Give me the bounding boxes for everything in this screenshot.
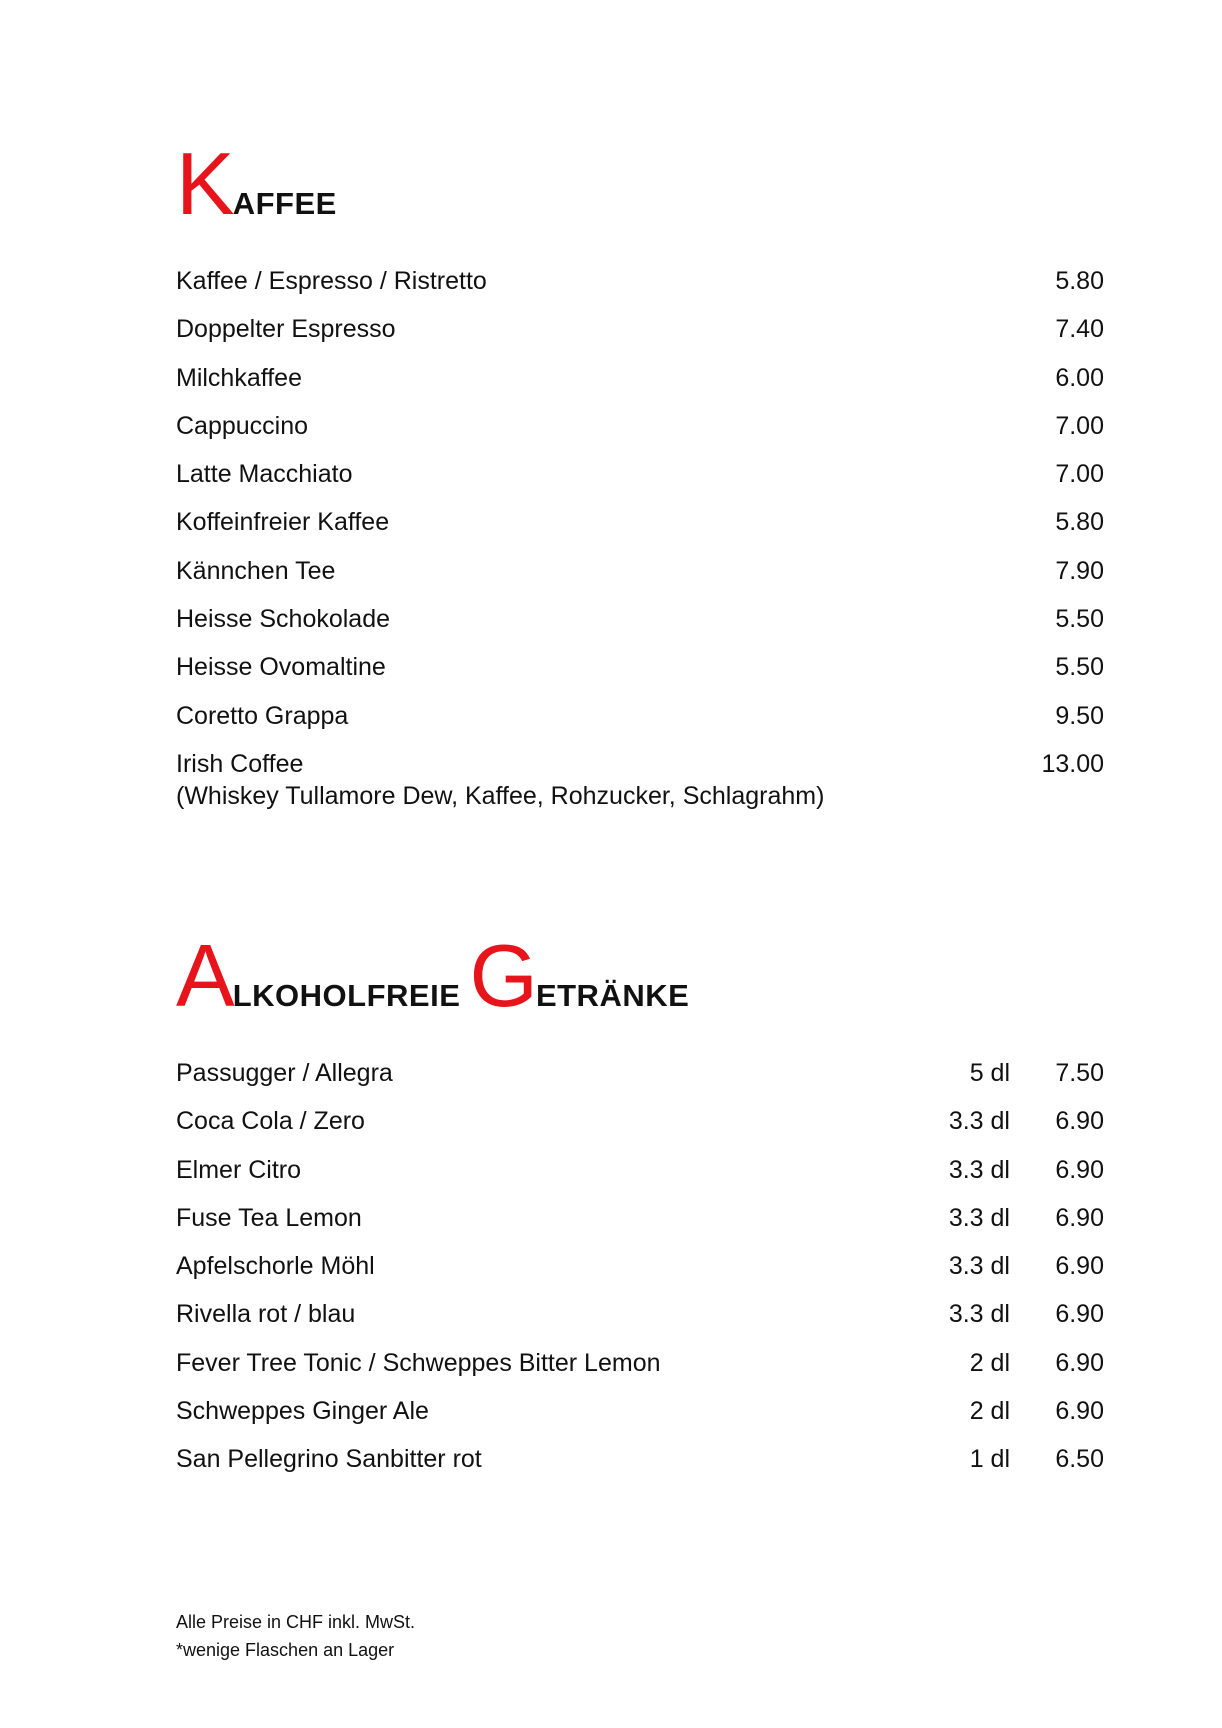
item-name: Koffeinfreier Kaffee (176, 508, 390, 537)
list-item (176, 411, 1104, 459)
list-item (176, 1203, 1104, 1251)
item-price: 6.90 (1055, 1252, 1104, 1281)
item-name: Cappuccino (176, 411, 309, 440)
title-rest: ETRÄNKE (535, 978, 690, 1013)
item-price: 6.90 (1055, 1155, 1104, 1184)
item-name: Fuse Tea Lemon (176, 1203, 362, 1232)
item-volume: 2 dl (969, 1348, 1010, 1377)
item-volume: 3.3 dl (948, 1203, 1010, 1232)
item-price: 6.90 (1055, 1300, 1104, 1329)
item-price: 5.80 (1055, 267, 1104, 295)
title-initial: G (469, 926, 536, 1025)
item-name: Heisse Schokolade (176, 605, 391, 634)
title-rest: LKOHOLFREIE (232, 978, 470, 1013)
list-item (176, 1299, 1104, 1347)
item-name: Passugger / Allegra (176, 1059, 393, 1087)
list-item (176, 1348, 1104, 1396)
item-name: Coca Cola / Zero (176, 1107, 365, 1136)
item-name: Fever Tree Tonic / Schweppes Bitter Lemon (176, 1348, 661, 1377)
list-item (176, 363, 1104, 411)
list-item (176, 459, 1104, 507)
item-volume: 3.3 dl (948, 1155, 1010, 1184)
list-item (176, 701, 1104, 749)
item-price: 5.50 (1055, 653, 1104, 682)
item-price: 6.50 (1055, 1445, 1104, 1474)
item-price: 5.80 (1055, 508, 1104, 537)
list-item (176, 749, 1104, 813)
item-price: 6.90 (1055, 1348, 1104, 1377)
list-item (176, 604, 1104, 652)
item-name: Irish Coffee (176, 749, 304, 778)
item-volume: 5 dl (969, 1059, 1010, 1087)
item-volume: 2 dl (969, 1397, 1010, 1426)
list-item (176, 507, 1104, 555)
list-item (176, 556, 1104, 604)
item-name: Latte Macchiato (176, 460, 353, 489)
footer-stock-note: *wenige Flaschen an Lager (176, 1640, 395, 1660)
item-volume: 3.3 dl (948, 1252, 1010, 1281)
item-note: (Whiskey Tullamore Dew, Kaffee, Rohzucker, Schlagrahm) (176, 781, 825, 810)
item-name: San Pellegrino Sanbitter rot (176, 1445, 482, 1474)
item-name: Kännchen Tee (176, 556, 336, 585)
item-volume: 3.3 dl (948, 1300, 1010, 1329)
item-price: 13.00 (1041, 749, 1104, 778)
list-item (176, 266, 1104, 314)
list-item (176, 1251, 1104, 1299)
item-price: 7.00 (1055, 460, 1104, 489)
list-item (176, 1106, 1104, 1154)
item-volume: 1 dl (969, 1445, 1010, 1474)
title-initial: K (176, 134, 233, 233)
alkoholfrei-list (176, 1058, 1104, 1493)
item-price: 9.50 (1055, 701, 1104, 730)
section-title-kaffee (176, 134, 337, 233)
item-volume: 3.3 dl (948, 1107, 1010, 1136)
item-name: Elmer Citro (176, 1155, 302, 1184)
item-price: 5.50 (1055, 605, 1104, 634)
item-name: Heisse Ovomaltine (176, 653, 386, 682)
list-item (176, 1058, 1104, 1106)
footer-price-note: Alle Preise in CHF inkl. MwSt. (176, 1612, 416, 1632)
list-item (176, 652, 1104, 700)
section-title-alkoholfreie-getraenke (176, 926, 690, 1025)
title-initial: A (176, 926, 233, 1025)
item-name: Kaffee / Espresso / Ristretto (176, 267, 487, 295)
item-price: 6.90 (1055, 1397, 1104, 1426)
item-name: Apfelschorle Möhl (176, 1252, 375, 1281)
item-name: Doppelter Espresso (176, 315, 396, 344)
item-price: 6.00 (1055, 363, 1104, 392)
item-price: 6.90 (1055, 1203, 1104, 1232)
footer-notes (176, 1608, 415, 1664)
item-price: 6.90 (1055, 1107, 1104, 1136)
kaffee-list (176, 266, 1104, 813)
item-price: 7.90 (1055, 556, 1104, 585)
item-name: Coretto Grappa (176, 701, 349, 730)
title-rest: AFFEE (232, 186, 337, 221)
item-price: 7.00 (1055, 411, 1104, 440)
list-item (176, 314, 1104, 362)
item-name: Rivella rot / blau (176, 1300, 356, 1329)
list-item (176, 1155, 1104, 1203)
list-item (176, 1396, 1104, 1444)
item-price: 7.40 (1055, 315, 1104, 344)
list-item (176, 1444, 1104, 1492)
item-name: Schweppes Ginger Ale (176, 1397, 429, 1426)
item-price: 7.50 (1055, 1059, 1104, 1087)
item-name: Milchkaffee (176, 363, 302, 392)
